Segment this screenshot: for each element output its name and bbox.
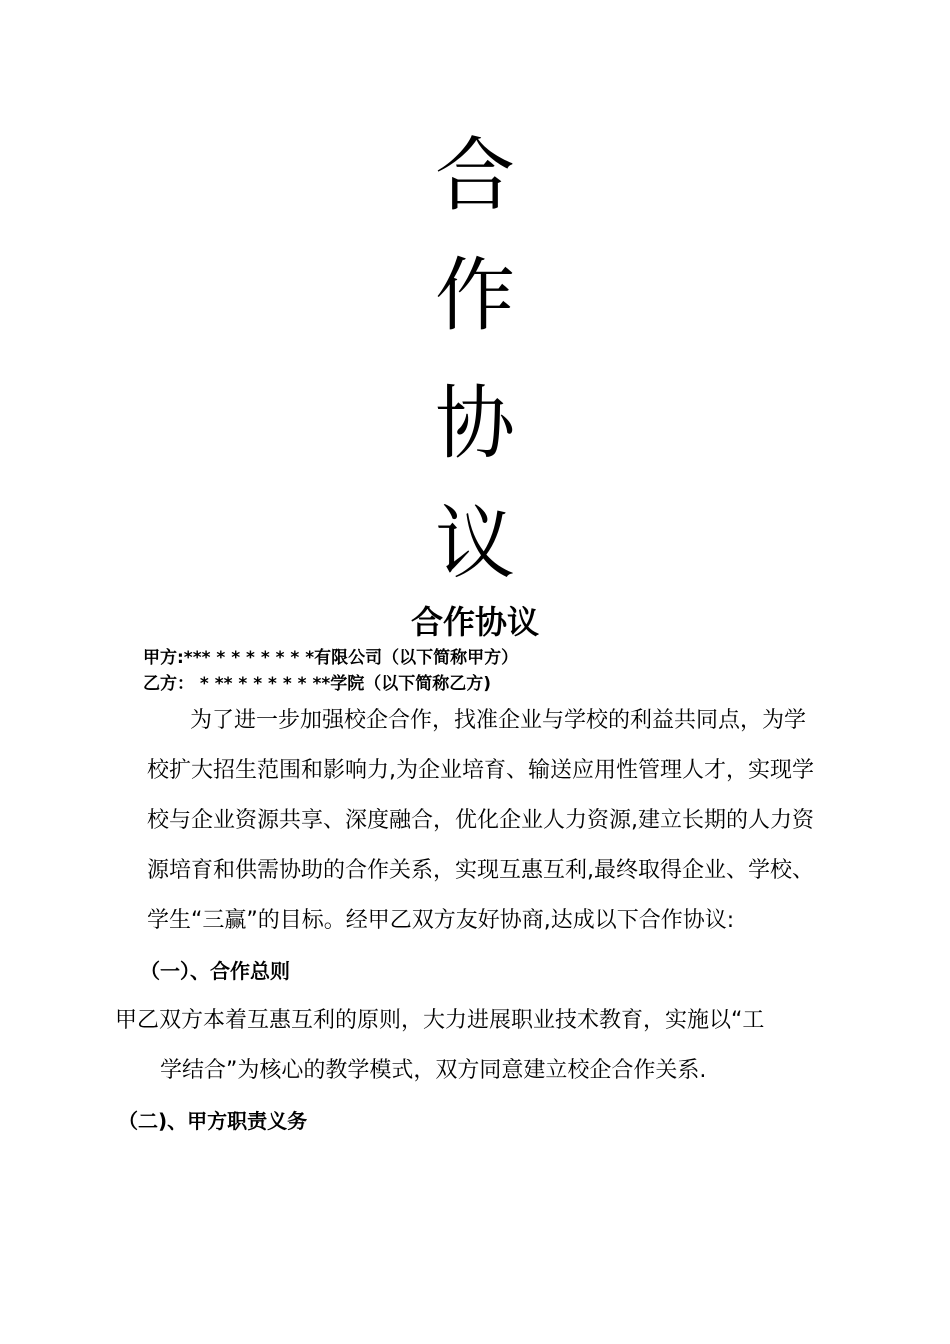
section-2-heading: （二)、甲方职责义务 (118, 1109, 308, 1133)
cover-title-char-4: 议 (435, 497, 515, 590)
cover-title-char-2: 作 (435, 249, 515, 342)
intro-line-4: 源培育和供需协助的合作关系，实现互惠互利,最终取得企业、学校、 (147, 858, 814, 883)
cover-title-char-3: 协 (435, 377, 515, 470)
section-1-line-2: 学结合”为核心的教学模式，双方同意建立校企合作关系. (160, 1058, 707, 1083)
intro-line-5: 学生“三赢”的目标。经甲乙双方友好协商,达成以下合作协议: (147, 908, 735, 933)
party-b-line: 乙方： * ** * * * * * **学院（以下简称乙方) (143, 674, 492, 694)
party-a-line: 甲方:*** * * * * * * *有限公司（以下简称甲方） (143, 648, 519, 668)
document-subtitle: 合作协议 (410, 603, 539, 641)
cover-title-char-1: 合 (435, 129, 515, 222)
intro-line-3: 校与企业资源共享、深度融合，优化企业人力资源,建立长期的人力资 (147, 808, 814, 833)
intro-line-2: 校扩大招生范围和影响力,为企业培育、输送应用性管理人才，实现学 (147, 758, 814, 783)
section-1-heading: （一）、合作总则 (140, 959, 290, 983)
section-1-line-1: 甲乙双方本着互惠互利的原则，大力进展职业技术教育，实施以“工 (115, 1008, 765, 1033)
intro-line-1: 为了进一步加强校企合作，找准企业与学校的利益共同点，为学 (190, 708, 807, 733)
